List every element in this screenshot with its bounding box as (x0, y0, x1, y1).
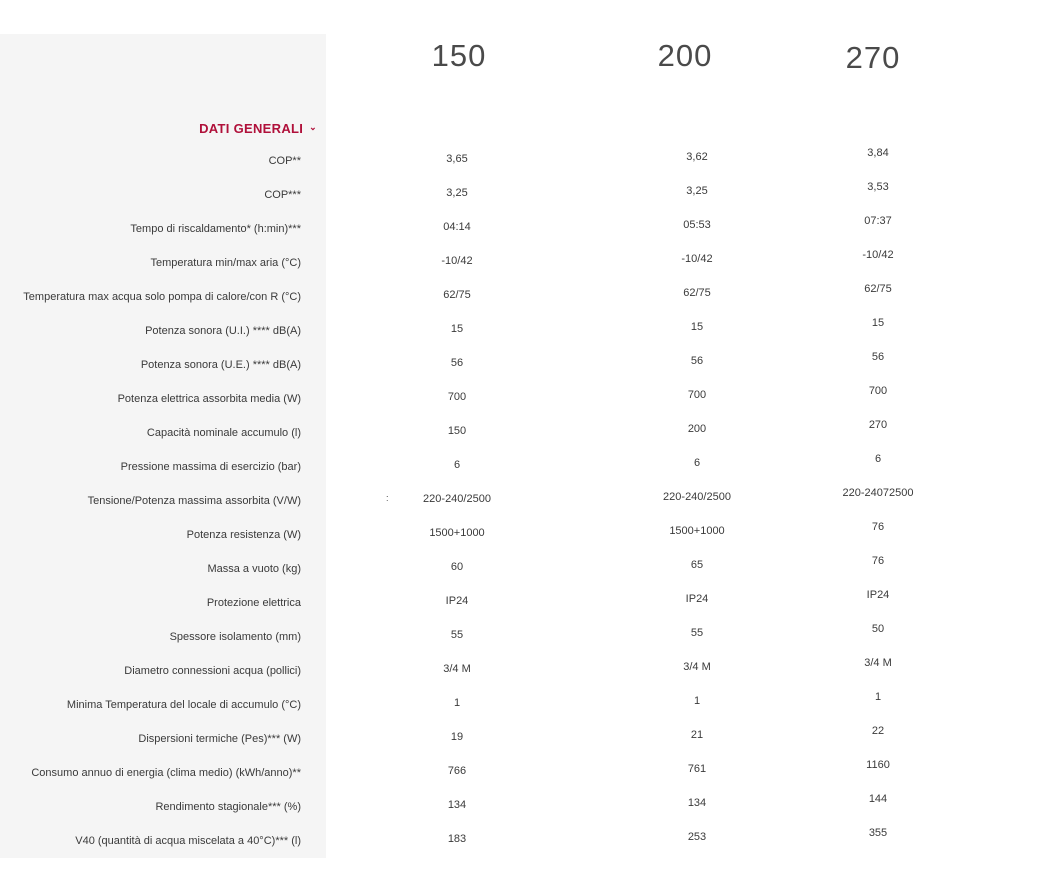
value-cell-200: 761 (687, 763, 707, 775)
value-cell-200: 1 (693, 695, 701, 707)
value-cell-270: 700 (868, 385, 888, 397)
value-cell-150: 766 (447, 765, 467, 777)
value-cell-270: 144 (868, 793, 888, 805)
value-cell-200: 253 (687, 831, 707, 843)
value-cell-200: IP24 (685, 593, 709, 605)
value-cell-270: 56 (871, 351, 885, 363)
value-cell-150: 19 (450, 731, 464, 743)
value-cell-200: 3,62 (686, 151, 708, 163)
row-label: Diametro connessioni acqua (pollici) (124, 665, 301, 677)
chevron-down-icon: ⌄ (309, 122, 317, 132)
row-label: Potenza elettrica assorbita media (W) (117, 393, 301, 405)
row-label: Potenza sonora (U.I.) **** dB(A) (145, 325, 301, 337)
value-cell-150: 6 (453, 459, 461, 471)
value-cell-270: 1 (874, 691, 882, 703)
value-cell-150: 1 (453, 697, 461, 709)
row-label: COP*** (264, 189, 301, 201)
value-cell-200: 56 (690, 355, 704, 367)
value-cell-200: 62/75 (683, 287, 711, 299)
row-label: Temperatura min/max aria (°C) (150, 257, 301, 269)
value-cell-150: 150 (447, 425, 467, 437)
value-cell-270: 22 (871, 725, 885, 737)
value-cell-150: 134 (447, 799, 467, 811)
section-toggle-dati-generali[interactable] (199, 121, 317, 136)
row-label: Rendimento stagionale*** (%) (155, 801, 301, 813)
value-cell-200: 134 (687, 797, 707, 809)
value-cell-270: -10/42 (862, 249, 894, 261)
value-cell-200: 1500+1000 (669, 525, 725, 537)
model-heading-200: 200 (657, 38, 713, 73)
row-label: Dispersioni termiche (Pes)*** (W) (138, 733, 301, 745)
value-cell-270: 07:37 (864, 215, 892, 227)
value-cell-200: 6 (693, 457, 701, 469)
row-label: Potenza resistenza (W) (186, 529, 301, 541)
model-heading-150: 150 (431, 38, 487, 73)
section-title: DATI GENERALI (199, 121, 304, 136)
value-cell-200: 3,25 (686, 185, 708, 197)
row-label: Pressione massima di esercizio (bar) (120, 461, 301, 473)
value-cell-200: 21 (690, 729, 704, 741)
value-cell-270: 76 (871, 555, 885, 567)
row-label: Tempo di riscaldamento* (h:min)*** (130, 223, 301, 235)
row-label: COP** (268, 155, 301, 167)
value-cell-270: 76 (871, 521, 885, 533)
value-cell-270: 3/4 M (864, 657, 892, 669)
value-cell-150: 1500+1000 (429, 527, 485, 539)
value-cell-150: 220-240/2500 (423, 493, 491, 505)
value-cell-200: 15 (690, 321, 704, 333)
value-cell-150: 3,65 (446, 153, 468, 165)
value-cell-150: 56 (450, 357, 464, 369)
row-label: Temperatura max acqua solo pompa di calore/con R (°C) (23, 291, 301, 303)
value-cell-150: 700 (447, 391, 467, 403)
value-cell-200: 3/4 M (683, 661, 711, 673)
value-cell-200: 65 (690, 559, 704, 571)
value-cell-270: 220-24072500 (842, 487, 914, 499)
value-cell-150: 3/4 M (443, 663, 471, 675)
value-cell-150: 183 (447, 833, 467, 845)
value-cell-200: 220-240/2500 (663, 491, 731, 503)
value-cell-150: 62/75 (443, 289, 471, 301)
value-cell-270: 1160 (866, 759, 890, 771)
row-label: Protezione elettrica (206, 597, 301, 609)
value-cell-270: IP24 (866, 589, 890, 601)
value-cell-200: 700 (687, 389, 707, 401)
value-cell-150: 15 (450, 323, 464, 335)
value-cell-150: IP24 (445, 595, 469, 607)
value-cell-270: 3,84 (867, 147, 889, 159)
value-cell-200: -10/42 (681, 253, 713, 265)
value-cell-150: 55 (450, 629, 464, 641)
value-cell-270: 270 (868, 419, 888, 431)
value-cell-150: 04:14 (443, 221, 471, 233)
row-label: V40 (quantità di acqua miscelata a 40°C)*** (l) (75, 835, 301, 847)
row-label: Consumo annuo di energia (clima medio) (kWh/anno)** (31, 767, 301, 779)
model-heading-270: 270 (845, 40, 901, 75)
value-cell-200: 55 (690, 627, 704, 639)
row-label: Massa a vuoto (kg) (207, 563, 301, 575)
value-cell-150: 60 (450, 561, 464, 573)
stray-mark: : (386, 493, 389, 503)
row-label: Spessore isolamento (mm) (169, 631, 301, 643)
value-cell-150: -10/42 (441, 255, 473, 267)
value-cell-200: 200 (687, 423, 707, 435)
value-cell-150: 3,25 (446, 187, 468, 199)
row-label: Potenza sonora (U.E.) **** dB(A) (140, 359, 301, 371)
row-label: Tensione/Potenza massima assorbita (V/W) (87, 495, 301, 507)
value-cell-270: 50 (871, 623, 885, 635)
value-cell-200: 05:53 (683, 219, 711, 231)
row-label: Minima Temperatura del locale di accumulo (°C) (66, 699, 301, 711)
value-cell-270: 62/75 (864, 283, 892, 295)
value-cell-270: 6 (874, 453, 882, 465)
value-cell-270: 15 (871, 317, 885, 329)
value-cell-270: 355 (868, 827, 888, 839)
value-cell-270: 3,53 (867, 181, 889, 193)
row-label: Capacità nominale accumulo (l) (146, 427, 301, 439)
